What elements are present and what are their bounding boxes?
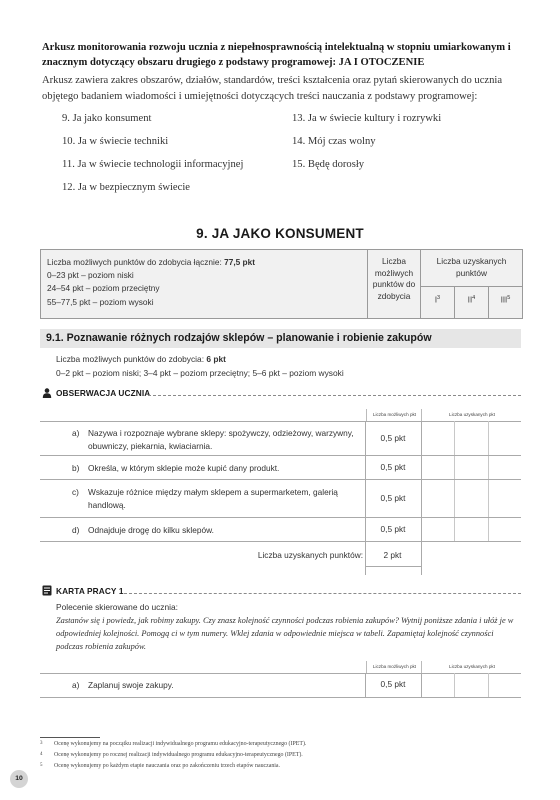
table-divider <box>454 673 455 697</box>
item-points: 0,5 pkt <box>380 462 406 472</box>
table-line <box>40 517 521 518</box>
area-item: 13. Ja w świecie kultury i rozrywki <box>292 113 442 124</box>
person-icon <box>42 388 52 398</box>
dashed-separator <box>148 395 521 396</box>
level-medium: 24–54 pkt – poziom przeciętny <box>47 283 160 294</box>
table-divider <box>488 673 489 697</box>
stage-header-2: $II^4$ <box>467 295 476 305</box>
table-line <box>40 421 521 422</box>
footnote-rule <box>40 737 100 738</box>
subsection-heading: 9.1. Poznawanie różnych rodzajów sklepów – planowanie i robienie zakupów <box>46 332 432 344</box>
item-text: Wskazuje różnice między małym sklepem a supermarketem, galerią handlową. <box>88 487 338 510</box>
item-points: 0,5 pkt <box>380 493 406 503</box>
page-number: 10 <box>15 775 23 782</box>
footnote: 5 Ocenę wykonujemy po każdym etapie nauczania oraz po zakończeniu trzech etapów nauczania. <box>40 763 281 769</box>
col-header-possible: Liczba możliwych pkt <box>366 409 422 421</box>
table-line <box>40 697 521 698</box>
divider <box>421 286 522 287</box>
stage-header-3: III$^5$ <box>500 295 511 305</box>
table-line <box>40 479 521 480</box>
karta-label: KARTA PRACY 1 <box>56 586 124 596</box>
task-instruction: Zastanów się i powiedz, jak robimy zakupy. Czy znasz kolejność czynności podczas robienia zakupów? Wytnij poniższe zdania i ułóż je w odpowiedniej kolejności. Pomogą ci w tym numery. Wklej zdania w odpowiednie miejsca w tabeli. Zapamiętaj kolejność czynności podczas robienia zakupów. <box>56 616 514 651</box>
item-letter: c) <box>72 487 79 497</box>
sum-label: Liczba uzyskanych punktów: <box>257 550 363 560</box>
subsection-points-value: 6 pkt <box>206 354 226 364</box>
item-points: 0,5 pkt <box>380 679 406 689</box>
sum-value: 2 pkt <box>383 550 402 560</box>
area-item: 9. Ja jako konsument <box>62 113 152 124</box>
stage-header-1: $I^3$ <box>434 295 441 305</box>
col-header-obtained: Liczba uzyskanych pkt <box>421 661 522 673</box>
item-text: Nazywa i rozpoznaje wybrane sklepy: spożywczy, odzieżowy, warzywny, obuwniczy, piekarnia, kwiaciarnia. <box>88 428 354 451</box>
intro-title: Arkusz monitorowania rozwoju ucznia z niepełnosprawnością intelektualną w stopniu umiarkowanym i znacznym dotyczący obszaru drugiego z podstawy programowej: JA I OTOCZENIE <box>42 42 511 68</box>
table-divider <box>454 421 455 541</box>
table-divider <box>488 421 489 541</box>
area-item: 14. Mój czas wolny <box>292 136 376 147</box>
area-item: 12. Ja w bezpiecznym świecie <box>62 182 190 193</box>
item-text: Zaplanuj swoje zakupy. <box>88 680 174 690</box>
subsection-levels: 0–2 pkt – poziom niski; 3–4 pkt – poziom przeciętny; 5–6 pkt – poziom wysoki <box>56 368 344 378</box>
footnote: 4 Ocenę wykonujemy po rocznej realizacji indywidualnego programu edukacyjno-terapeutycznego (IPET). <box>40 752 303 758</box>
table-line <box>40 455 521 456</box>
area-item: 15. Będę dorosły <box>292 159 365 170</box>
item-letter: a) <box>72 680 80 690</box>
worksheet-icon <box>42 585 52 596</box>
task-label: Polecenie skierowane do ucznia: <box>56 602 178 612</box>
points-total-label: Liczba możliwych punktów do zdobycia łącznie: <box>47 257 225 267</box>
observation-label: OBSERWACJA UCZNIA <box>56 388 151 398</box>
area-item: 11. Ja w świecie technologii informacyjnej <box>62 159 244 170</box>
col-header-possible: Liczba możliwych pkt <box>366 661 422 673</box>
subsection-points-label: Liczba możliwych punktów do zdobycia: <box>56 354 207 364</box>
footnote: 3 Ocenę wykonujemy na początku realizacji indywidualnego programu edukacyjno-terapeutycznego (IPET). <box>40 741 307 747</box>
item-points: 0,5 pkt <box>380 524 406 534</box>
col-header-obtained: Liczba uzyskanych pkt <box>421 409 522 421</box>
item-points: 0,5 pkt <box>380 433 406 443</box>
item-letter: b) <box>72 463 80 473</box>
item-text: Odnajduje drogę do kilku sklepów. <box>88 525 214 535</box>
points-summary-box <box>40 249 523 319</box>
level-high: 55–77,5 pkt – poziom wysoki <box>47 296 154 307</box>
area-item: 10. Ja w świecie techniki <box>62 136 169 147</box>
intro-description: Arkusz zawiera zakres obszarów, działów, standardów, treści kształcenia oraz pytań skierowanych do ucznia objętego badaniem wiadomości i umiejętności dotyczących treści nauczania z podstawy programowej: <box>42 75 503 102</box>
item-text: Określa, w którym sklepie może kupić dany produkt. <box>88 463 280 473</box>
possible-points-header: Liczba możliwych punktów do zdobycia <box>372 256 416 301</box>
table-line <box>365 566 422 567</box>
level-low: 0–23 pkt – poziom niski <box>47 270 134 281</box>
table-line <box>40 541 521 542</box>
section-heading: 9. JA JAKO KONSUMENT <box>196 226 364 241</box>
dashed-separator <box>124 593 521 594</box>
points-total-line <box>47 256 255 269</box>
subsection-points <box>56 354 226 364</box>
item-letter: a) <box>72 428 80 438</box>
table-line <box>40 673 521 674</box>
obtained-points-header: Liczba uzyskanych punktów <box>436 256 507 278</box>
points-total-block <box>47 256 255 309</box>
item-letter: d) <box>72 525 80 535</box>
points-total-value: 77,5 pkt <box>224 257 255 267</box>
